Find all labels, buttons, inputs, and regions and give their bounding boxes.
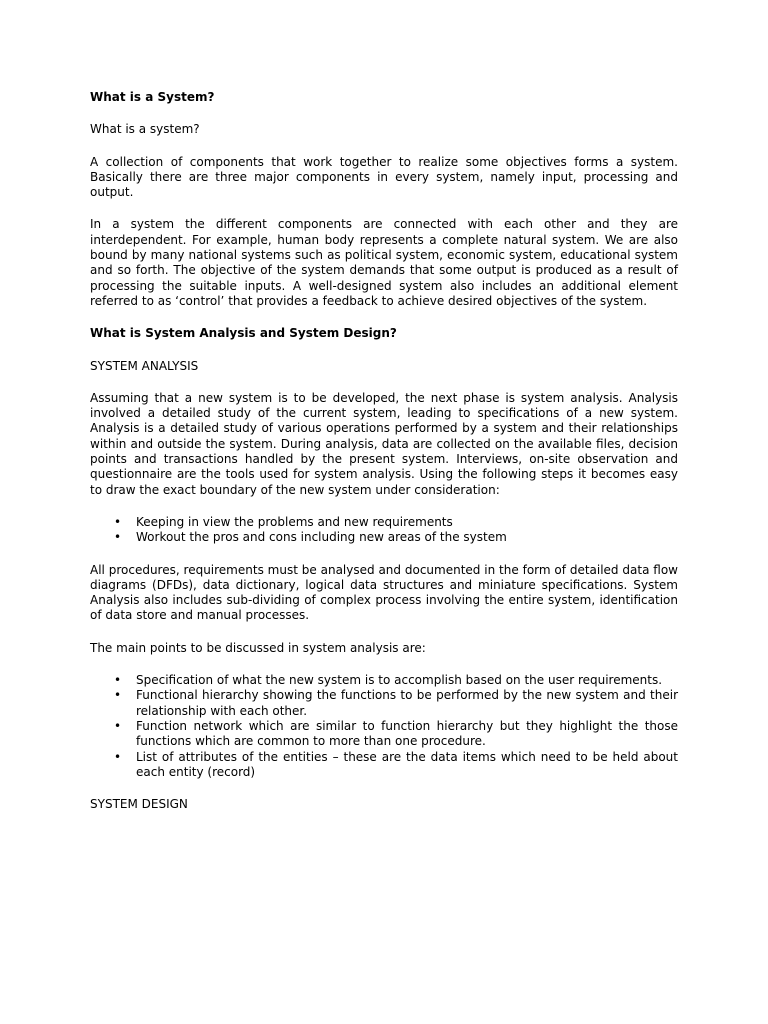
bullet-icon: • — [114, 688, 122, 703]
paragraph-procedures: All procedures, requirements must be analysed and documented in the form of detailed data flow diagrams (DFDs), data dictionary, logical data structures and miniature specifications. System Analysis also includes sub-dividing of complex process involving the entire system, identification of data store and manual processes. — [90, 562, 678, 623]
list-item-text: List of attributes of the entities – these are the data items which need to be held about each entity (record) — [136, 749, 678, 779]
main-points-list — [90, 673, 678, 780]
list-item — [90, 750, 678, 781]
list-item-text: Specification of what the new system is to accomplish based on the user requirements. — [136, 673, 663, 688]
bullet-icon: • — [114, 514, 122, 529]
list-item — [90, 515, 678, 530]
paragraph-interdependent: In a system the different components are connected with each other and they are interdependent. For example, human body represents a complete natural system. We are also bound by many national systems such as political system, economic system, educational system and so forth. The objective of the system demands that some output is produced as a result of processing the suitable inputs. A well-designed system also includes an additional element referred to as ‘control’ that provides a feedback to achieve desired objectives of the system. — [90, 217, 678, 308]
list-item-text: Keeping in view the problems and new requirements — [136, 514, 453, 529]
list-item-text: Workout the pros and cons including new areas of the system — [136, 530, 507, 545]
paragraph-collection: A collection of components that work together to realize some objectives forms a system. Basically there are three major components in every system, namely input, processing and output. — [90, 154, 678, 200]
heading-analysis-design: What is System Analysis and System Design? — [90, 326, 397, 341]
paragraph-main-points: The main points to be discussed in system analysis are: — [90, 640, 426, 655]
bullet-icon: • — [114, 749, 122, 764]
list-item-text: Function network which are similar to function hierarchy but they highlight the those functions which are common to more than one procedure. — [136, 718, 678, 749]
steps-list — [90, 515, 678, 546]
list-item — [90, 688, 678, 719]
intro-question: What is a system? — [90, 122, 200, 137]
document-title: What is a System? — [90, 90, 215, 104]
bullet-icon: • — [114, 530, 122, 545]
label-system-design: SYSTEM DESIGN — [90, 797, 188, 812]
bullet-icon: • — [114, 673, 122, 688]
list-item — [90, 719, 678, 750]
list-item — [90, 673, 678, 688]
list-item-text: Functional hierarchy showing the functions to be performed by the new system and their relationship with each other. — [136, 688, 678, 718]
list-item — [90, 530, 678, 545]
document-page — [90, 90, 678, 812]
bullet-icon: • — [114, 718, 122, 733]
label-system-analysis: SYSTEM ANALYSIS — [90, 358, 199, 373]
paragraph-assuming: Assuming that a new system is to be developed, the next phase is system analysis. Analysis involved a detailed study of the current system, leading to specifications of a new system. Analysis is a detailed study of various operations performed by a system and their relationships within and outside the system. During analysis, data are collected on the available files, decision points and transactions handled by the present system. Interviews, on-site observation and questionnaire are the tools used for system analysis. Using the following steps it becomes easy to draw the exact boundary of the new system under consideration: — [90, 390, 678, 497]
